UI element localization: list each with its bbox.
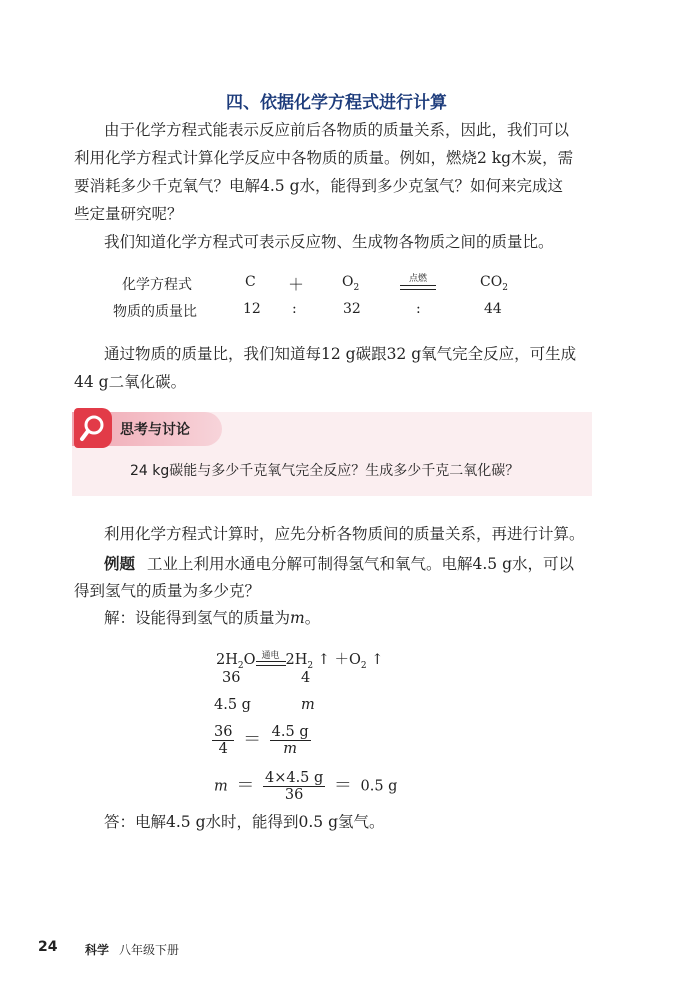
electrolysis-condition: 通电 [261, 651, 280, 661]
proportion: $\frac{36}{4}$ ＝ $\frac{4.5 g}{m}$ [214, 724, 309, 757]
table-co2: $CO_2$ [480, 274, 508, 293]
table-reaction-arrow [400, 266, 436, 290]
grade-label: 八年级下册 [119, 943, 180, 957]
table-c: C [245, 274, 256, 290]
after-table-line-1: 通过物质的质量比，我们知道每12 g碳跟32 g氧气完全反应，可生成 [104, 345, 577, 363]
calc-intro: 利用化学方程式计算时，应先分析各物质间的质量关系，再进行计算。 [104, 525, 585, 543]
unknown-mass: m [301, 697, 315, 713]
page-number: 24 [38, 939, 58, 955]
table-value-o2: 32 [343, 301, 361, 317]
table-value-c: 12 [243, 301, 261, 317]
mass-4: 4 [301, 670, 311, 686]
result-equation: m ＝ $\frac{4\times 4.5 g}{36}$ ＝ 0.5 g [214, 770, 398, 803]
table-colon-1: : [292, 301, 297, 317]
book-title [85, 941, 179, 958]
think-title: 思考与讨论 [120, 422, 190, 438]
intro-line-2: 利用化学方程式计算化学反应中各物质的质量。例如，燃烧2 kg木炭，需 [74, 149, 574, 167]
given-mass: 4.5 g [214, 697, 251, 713]
example-label: 例题 [104, 555, 136, 573]
table-label-equation: 化学方程式 [122, 277, 192, 293]
solution-line: 解：设能得到氢气的质量为m。 [104, 609, 321, 627]
electrolysis-arrow [256, 648, 286, 666]
intro-line-3: 要消耗多少千克氧气？电解4.5 g水，能得到多少克氢气？如何来完成这 [74, 177, 564, 195]
table-colon-2: : [416, 301, 421, 317]
after-table-line-2: 44 g二氧化碳。 [74, 373, 187, 391]
table-condition: 点燃 [408, 274, 427, 284]
reaction-equation: $2H_2O$ 通电 $2H_2$ ↑ $+O_2$ ↑ [216, 648, 383, 672]
table-label-mass-ratio: 物质的质量比 [113, 304, 197, 320]
table-o2: $O_2$ [342, 274, 360, 293]
intro-line-4: 些定量研究呢？ [74, 205, 183, 223]
intro-line-1: 由于化学方程式能表示反应前后各物质的质量关系，因此，我们可以 [104, 121, 570, 139]
table-plus: ＋ [288, 275, 305, 294]
table-value-co2: 44 [484, 301, 502, 317]
section-title: 四、依据化学方程式进行计算 [226, 93, 447, 113]
example-line-1: 例题 工业上利用水通电分解可制得氢气和氧气。电解4.5 g水，可以 [104, 555, 575, 573]
magnifier-icon [74, 408, 112, 448]
intro-line-5: 我们知道化学方程式可表示反应物、生成物各物质之间的质量比。 [104, 233, 554, 251]
subject-name: 科学 [85, 943, 110, 957]
think-question: 24 kg碳能与多少千克氧气完全反应？生成多少千克二氧化碳？ [130, 463, 520, 479]
answer-line: 答：电解4.5 g水时，能得到0.5 g氢气。 [104, 813, 385, 831]
example-line-2: 得到氢气的质量为多少克？ [74, 582, 261, 600]
mass-36: 36 [222, 670, 241, 686]
